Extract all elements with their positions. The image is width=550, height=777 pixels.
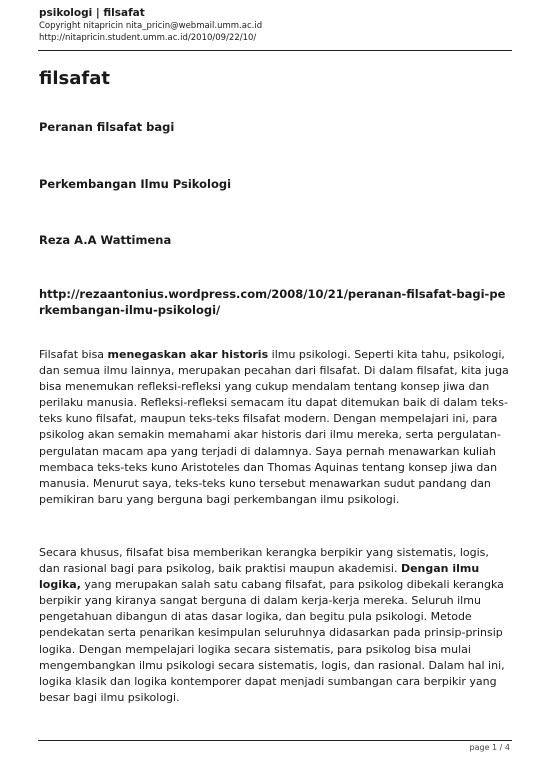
header-copyright: Copyright nitapricin nita_pricin@webmail.umm.ac.id — [39, 21, 263, 31]
footer-divider — [38, 740, 512, 741]
header-title: psikologi | filsafat — [39, 7, 145, 19]
subtitle-perkembangan: Perkembangan Ilmu Psikologi — [39, 177, 232, 191]
paragraph-2-text-a: Secara khusus, filsafat bisa memberikan kerangka berpikir yang sistematis, logis, dan rasional bagi para psikolog, baik praktisi maupun akademisi. — [39, 546, 489, 576]
page-number: page 1 / 4 — [469, 743, 510, 752]
paragraph-1-emphasis: menegaskan akar historis — [107, 348, 269, 361]
paragraph-2 — [39, 545, 513, 706]
document-title: filsafat — [39, 68, 110, 89]
paragraph-1-text-a: Filsafat bisa — [39, 348, 108, 361]
source-url: http://rezaantonius.wordpress.com/2008/10/21/peranan-filsafat-bagi-perkembangan-ilmu-psikologi/ — [39, 287, 506, 317]
page-header — [39, 7, 511, 44]
author-name: Reza A.A Wattimena — [39, 233, 172, 247]
paragraph-2-emphasis: Dengan ilmu logika, — [39, 562, 480, 592]
header-url: http://nitapricin.student.umm.ac.id/2010/09/22/10/ — [39, 33, 257, 43]
paragraph-1 — [39, 347, 513, 508]
subtitle-peranan: Peranan filsafat bagi — [39, 120, 175, 134]
paragraph-1-text-b: ilmu psikologi. Seperti kita tahu, psikologi, dan semua ilmu lainnya, merupakan pecahan dari filsafat. Di dalam filsafat, kita juga bisa menemukan refleksi-refleksi yang cukup mendalam tentang konsep jiwa dan perilaku manusia. Refleksi-refleksi semacam itu dapat ditemukan baik di dalam teks-teks kuno filsafat, maupun teks-teks filsafat modern. Dengan mempelajari ini, para psikolog akan semakin memahami akar historis dari ilmu mereka, serta pergulatan-pergulatan macam apa yang terjadi di dalamnya. Saya pernah menawarkan kuliah membaca teks-teks kuno Aristoteles dan Thomas Aquinas tentang konsep jiwa dan manusia. Menurut saya, teks-teks kuno tersebut menawarkan sudut pandang dan pemikiran baru yang berguna bagi perkembangan ilmu psikologi. — [39, 348, 509, 506]
header-divider — [38, 50, 512, 51]
paragraph-2-text-b: yang merupakan salah satu cabang filsafat, para psikolog dibekali kerangka berpikir yang kiranya sangat berguna di dalam kerja-kerja mereka. Seluruh ilmu pengetahuan dibangun di atas dasar logika, dan begitu pula psikologi. Metode pendekatan serta penarikan kesimpulan seluruhnya didasarkan pada prinsip-prinsip logika. Dengan mempelajari logika secara sistematis, para psikolog bisa mulai mengembangkan ilmu psikologi secara sistematis, logis, dan rasional. Dalam hal ini, logika klasik dan logika kontemporer dapat menjadi sumbangan cara berpikir yang besar bagi ilmu psikologi. — [39, 578, 505, 704]
